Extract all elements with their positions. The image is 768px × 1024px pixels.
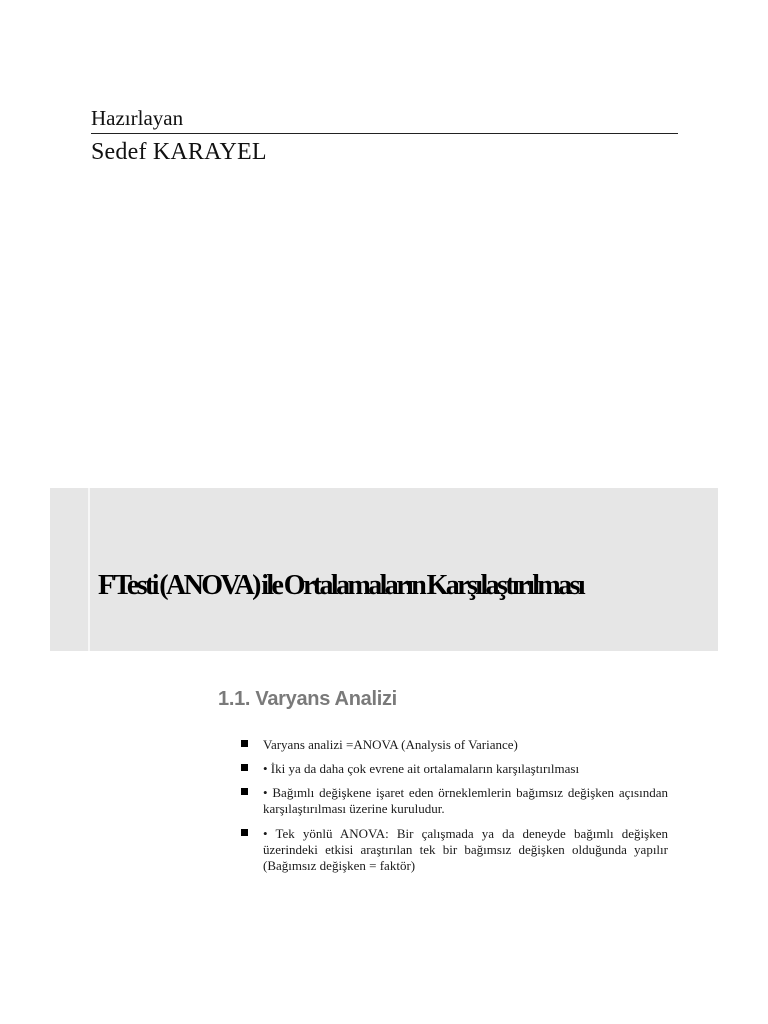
square-bullet-icon <box>241 740 248 747</box>
author-name: Sedef KARAYEL <box>91 139 267 165</box>
list-item <box>240 761 668 777</box>
square-bullet-icon <box>241 788 248 795</box>
prepared-by-label: Hazırlayan <box>91 104 678 134</box>
list-item-text: • Tek yönlü ANOVA: Bir çalışmada ya da deneyde bağımlı değişken üzerindeki etkisi araştırılan tek bir bağımsız değişken olduğunda yapılır (Bağımsız değişken = faktör) <box>263 826 668 873</box>
square-bullet-icon <box>241 829 248 836</box>
chapter-title-band <box>50 488 718 651</box>
title-band-divider <box>88 488 90 651</box>
section-heading: 1.1. Varyans Analizi <box>218 688 397 710</box>
bullet-list <box>240 737 668 883</box>
list-item-text: • İki ya da daha çok evrene ait ortalamaların karşılaştırılması <box>263 761 580 776</box>
list-item <box>240 785 668 817</box>
list-item-text: • Bağımlı değişkene işaret eden örneklemlerin bağımsız değişken açısından karşılaştırılması üzerine kuruludur. <box>263 785 668 816</box>
list-item-text: Varyans analizi =ANOVA (Analysis of Variance) <box>263 737 518 752</box>
list-item <box>240 826 668 874</box>
chapter-title: F Testi (ANOVA) ile Ortalamaların Karşılaştırılması <box>98 570 584 601</box>
author-block <box>91 104 678 168</box>
list-item <box>240 737 668 753</box>
square-bullet-icon <box>241 764 248 771</box>
